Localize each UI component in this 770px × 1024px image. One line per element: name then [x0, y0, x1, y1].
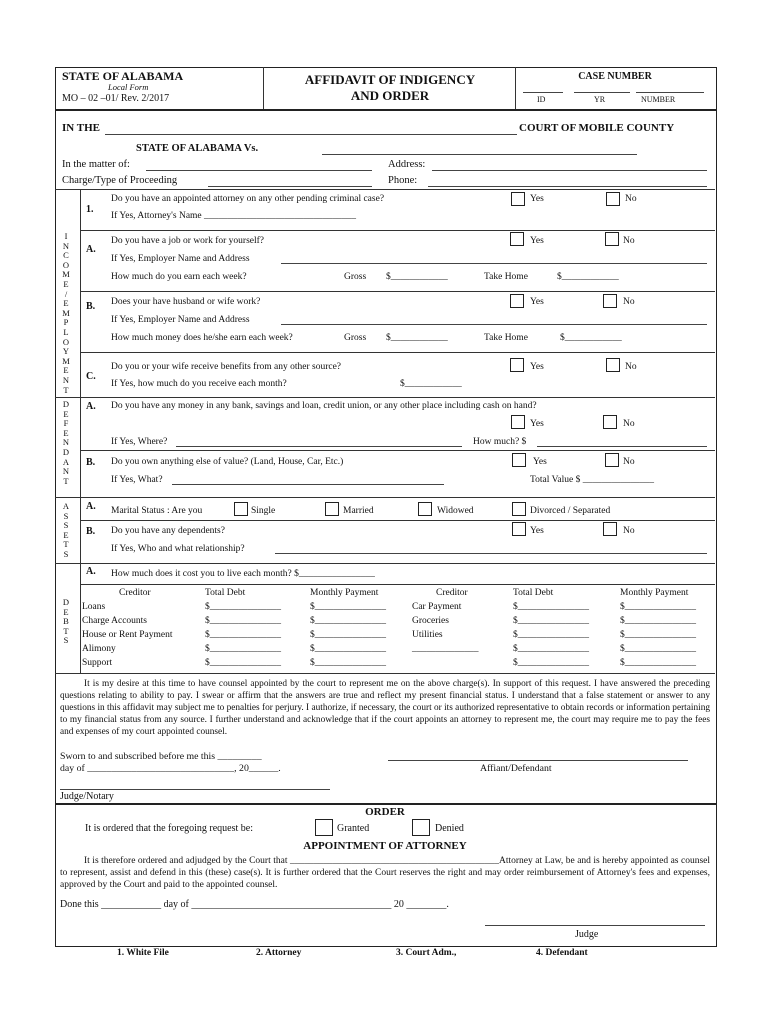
- def-b-number: B.: [86, 457, 96, 468]
- def-b-yes-label: Yes: [533, 457, 547, 467]
- single-checkbox[interactable]: [234, 502, 248, 516]
- q1-no-label: No: [625, 194, 637, 204]
- order-title: ORDER: [365, 806, 405, 818]
- widowed-label: Widowed: [437, 506, 474, 516]
- assets-side-label: A S S E T S: [62, 501, 70, 559]
- matter-label: In the matter of:: [62, 159, 130, 170]
- emp-b-no-checkbox[interactable]: [603, 294, 617, 308]
- q1-yes-label: Yes: [530, 194, 544, 204]
- charge-line[interactable]: [208, 186, 372, 187]
- debts-a-divider: [80, 584, 715, 585]
- debt-monthly-field-right[interactable]: $_______________: [620, 616, 696, 626]
- footer-copy-1: 1. White File: [117, 948, 169, 958]
- monthly-header-right: Monthly Payment: [620, 588, 689, 598]
- def-b-what-line[interactable]: [172, 484, 444, 485]
- footer-copy-4: 4. Defendant: [536, 948, 588, 958]
- phone-label: Phone:: [388, 175, 418, 186]
- emp-b-no-label: No: [623, 297, 635, 307]
- dependents-yes-label: Yes: [530, 526, 544, 536]
- emp-b-gross-field[interactable]: $____________: [386, 333, 448, 343]
- emp-c-number: C.: [86, 371, 96, 382]
- def-a-where-line[interactable]: [176, 446, 462, 447]
- phone-line[interactable]: [428, 186, 707, 187]
- emp-a-takehome-field[interactable]: $____________: [557, 272, 619, 282]
- q1-number: 1.: [86, 204, 94, 215]
- charge-label: Charge/Type of Proceeding: [62, 175, 178, 186]
- emp-c-no-checkbox[interactable]: [606, 358, 620, 372]
- defendant-name-line[interactable]: [322, 154, 637, 155]
- cost-of-living-label: How much does it cost you to live each month? $________________: [111, 569, 375, 579]
- court-name-line[interactable]: [105, 134, 517, 135]
- employment-c-divider: [80, 352, 715, 353]
- affiant-signature-line[interactable]: [388, 760, 688, 761]
- emp-b-takehome-label: Take Home: [484, 333, 528, 343]
- def-b-question: Do you own anything else of value? (Land, House, Car, Etc.): [111, 457, 344, 467]
- matter-line[interactable]: [146, 170, 372, 171]
- single-label: Single: [251, 506, 276, 516]
- footer-copy-2: 2. Attorney: [256, 948, 302, 958]
- debt-row-label-right: Car Payment: [412, 602, 462, 612]
- defendant-side-label: D E F E N D A N T: [62, 399, 70, 486]
- debt-row-label: House or Rent Payment: [82, 630, 173, 640]
- emp-a-question: Do you have a job or work for yourself?: [111, 236, 265, 246]
- granted-label: Granted: [337, 823, 370, 834]
- emp-a-number: A.: [86, 244, 96, 255]
- marital-status-label: Marital Status : Are you: [111, 506, 203, 516]
- def-a-question: Do you have any money in any bank, savings and loan, credit union, or any other place including cash on hand?: [111, 401, 537, 411]
- def-a-howmuch-label: How much? $: [473, 437, 527, 447]
- emp-b-takehome-field[interactable]: $____________: [560, 333, 622, 343]
- dependents-yes-checkbox[interactable]: [512, 522, 526, 536]
- header-divider: [515, 67, 516, 109]
- done-this-label: Done this ____________ day of ________________________________________ 20 ________.: [60, 899, 449, 910]
- emp-a-yes-checkbox[interactable]: [510, 232, 524, 246]
- debt-monthly-field-right[interactable]: $_______________: [620, 644, 696, 654]
- emp-c-question: Do you or your wife receive benefits from any other source?: [111, 362, 342, 372]
- emp-a-no-label: No: [623, 236, 635, 246]
- form-title: AFFIDAVIT OF INDIGENCY: [304, 72, 476, 87]
- dependents-no-label: No: [623, 526, 635, 536]
- emp-b-number: B.: [86, 301, 96, 312]
- debts-a-number: A.: [86, 566, 96, 577]
- notary-signature-line[interactable]: [60, 789, 330, 790]
- emp-a-yes-label: Yes: [530, 236, 544, 246]
- debt-row-label-right: Utilities: [412, 630, 443, 640]
- emp-c-amount-field[interactable]: $____________: [400, 379, 462, 389]
- day-of-label: day of ______________________________, 20______.: [60, 763, 281, 774]
- employment-side-label: I N C O M E / E M P L O Y M E N T: [62, 231, 70, 395]
- case-number-line[interactable]: [636, 92, 704, 93]
- def-b-what-label: If Yes, What?: [111, 475, 163, 485]
- debt-monthly-field-right[interactable]: $_______________: [620, 658, 696, 668]
- case-number-label: CASE NUMBER: [578, 71, 652, 82]
- emp-b-gross-label: Gross: [344, 333, 367, 343]
- court-name: COURT OF MOBILE COUNTY: [519, 122, 675, 134]
- denied-label: Denied: [435, 823, 464, 834]
- widowed-checkbox[interactable]: [418, 502, 432, 516]
- header-divider: [263, 67, 264, 109]
- defendant-b-divider: [80, 450, 715, 451]
- total-debt-header-right: Total Debt: [513, 588, 554, 598]
- debt-monthly-field-right[interactable]: $_______________: [620, 630, 696, 640]
- debt-row-other-right[interactable]: ______________: [412, 644, 479, 654]
- emp-b-yes-label: Yes: [530, 297, 544, 307]
- assets-divider: [55, 497, 715, 498]
- def-a-no-checkbox[interactable]: [603, 415, 617, 429]
- assets-b-number: B.: [86, 526, 96, 537]
- dependents-who-label: If Yes, Who and what relationship?: [111, 544, 245, 554]
- debt-row-label: Charge Accounts: [82, 616, 147, 626]
- judge-signature-line[interactable]: [485, 925, 705, 926]
- def-b-total-value[interactable]: Total Value $ _______________: [530, 475, 654, 485]
- debt-monthly-field-right[interactable]: $_______________: [620, 602, 696, 612]
- divorced-label: Divorced / Separated: [530, 506, 611, 516]
- q1-question: Do you have an appointed attorney on any other pending criminal case?: [111, 194, 385, 204]
- address-label: Address:: [388, 159, 426, 170]
- def-b-no-label: No: [623, 457, 635, 467]
- emp-a-no-checkbox[interactable]: [605, 232, 619, 246]
- emp-a-gross-field[interactable]: $____________: [386, 272, 448, 282]
- affidavit-statement: It is my desire at this time to have counsel appointed by the court to represent me on the above charge(s). In support of this request. I have answered the preceding questions relating to ability to pay. I swear or affirm that the answers are true and reflect my present financial status. I understand that a false statement or answer to any questions in this affidavit may subject me to penalties for perjury. I authorize, if necessary, the court or its authorized representative to obtain records or information pertaining to my financial status from any source. I further understand and acknowledge that if the court appoints an attorney to represent me, the court may require me to pay the fees and expenses of my court appointed counsel.: [60, 679, 710, 737]
- ordered-label: It is ordered that the foregoing request be:: [85, 823, 253, 834]
- debt-total-field-right[interactable]: $_______________: [513, 630, 589, 640]
- def-a-number: A.: [86, 401, 96, 412]
- total-debt-header-left: Total Debt: [205, 588, 246, 598]
- debt-monthly-field[interactable]: $_______________: [310, 630, 386, 640]
- statement-divider: [55, 673, 715, 674]
- debt-monthly-field[interactable]: $_______________: [310, 602, 386, 612]
- case-id-label: ID: [537, 95, 546, 104]
- case-number-sublabel: NUMBER: [641, 95, 676, 104]
- local-form-label: Local Form: [108, 82, 149, 92]
- debt-total-field[interactable]: $_______________: [205, 630, 281, 640]
- emp-a-employer-label: If Yes, Employer Name and Address: [111, 254, 250, 264]
- debt-row-label-right: Groceries: [412, 616, 449, 626]
- affiant-label: Affiant/Defendant: [480, 763, 552, 774]
- debt-monthly-field[interactable]: $_______________: [310, 616, 386, 626]
- assets-b-divider: [80, 520, 715, 521]
- debt-total-field-right[interactable]: $_______________: [513, 616, 589, 626]
- state-label: STATE OF ALABAMA: [62, 69, 184, 83]
- employment-b-divider: [80, 291, 715, 292]
- emp-c-how-label: If Yes, how much do you receive each month?: [111, 379, 287, 389]
- sworn-label: Sworn to and subscribed before me this _________: [60, 751, 262, 762]
- emp-b-employer-label: If Yes, Employer Name and Address: [111, 315, 250, 325]
- debts-divider: [55, 563, 715, 564]
- appointment-text: It is therefore ordered and adjudged by the Court that ____________________________________________Attorney at Law, be and is hereby appointed as counsel to represent, assist and defend in this (these) case(s). It is further ordered that the Court reserves the right and may order reimbursement of Attorney's fees and expenses, approved by the Court and paid to the appointed counsel.: [60, 856, 710, 890]
- married-label: Married: [343, 506, 374, 516]
- judge-notary-label: Judge/Notary: [60, 791, 114, 802]
- creditor-header-right: Creditor: [436, 588, 468, 598]
- defendant-divider: [55, 397, 715, 398]
- emp-b-earn-label: How much money does he/she earn each week?: [111, 333, 293, 343]
- form-id: MO – 02 –01/ Rev. 2/2017: [62, 93, 170, 104]
- debt-row-label: Alimony: [82, 644, 116, 654]
- def-a-yes-checkbox[interactable]: [511, 415, 525, 429]
- debt-monthly-field[interactable]: $_______________: [310, 658, 386, 668]
- emp-b-employer-line[interactable]: [281, 324, 707, 325]
- divorced-checkbox[interactable]: [512, 502, 526, 516]
- emp-a-gross-label: Gross: [344, 272, 367, 282]
- emp-a-takehome-label: Take Home: [484, 272, 528, 282]
- appointment-title: APPOINTMENT OF ATTORNEY: [303, 840, 467, 852]
- def-a-howmuch-line[interactable]: [537, 446, 707, 447]
- monthly-header-left: Monthly Payment: [310, 588, 379, 598]
- married-checkbox[interactable]: [325, 502, 339, 516]
- emp-c-yes-checkbox[interactable]: [510, 358, 524, 372]
- dependents-question: Do you have any dependents?: [111, 526, 225, 536]
- section-divider: [55, 189, 715, 190]
- q1-yes-checkbox[interactable]: [511, 192, 525, 206]
- assets-a-number: A.: [86, 501, 96, 512]
- emp-c-yes-label: Yes: [530, 362, 544, 372]
- def-a-no-label: No: [623, 419, 635, 429]
- emp-c-no-label: No: [625, 362, 637, 372]
- denied-checkbox[interactable]: [412, 819, 430, 836]
- debts-side-label: D E B T S: [62, 597, 70, 646]
- def-b-yes-checkbox[interactable]: [512, 453, 526, 467]
- debt-total-field-right[interactable]: $_______________: [513, 602, 589, 612]
- address-line[interactable]: [432, 170, 707, 171]
- dependents-no-checkbox[interactable]: [603, 522, 617, 536]
- dependents-who-line[interactable]: [275, 553, 707, 554]
- granted-checkbox[interactable]: [315, 819, 333, 836]
- emp-b-yes-checkbox[interactable]: [510, 294, 524, 308]
- debt-row-label: Support: [82, 658, 113, 668]
- form-title-line2: AND ORDER: [350, 88, 430, 103]
- debt-total-field[interactable]: $_______________: [205, 644, 281, 654]
- q1-attorney-name: If Yes, Attorney's Name ________________________________: [111, 211, 357, 221]
- debt-total-field-right[interactable]: $_______________: [513, 658, 589, 668]
- def-a-where-label: If Yes, Where?: [111, 437, 168, 447]
- q1-divider: [80, 230, 715, 231]
- state-vs-label: STATE OF ALABAMA Vs.: [136, 143, 259, 154]
- side-column-divider: [80, 189, 81, 673]
- debt-total-field[interactable]: $_______________: [205, 658, 281, 668]
- debt-total-field[interactable]: $_______________: [205, 616, 281, 626]
- def-b-no-checkbox[interactable]: [605, 453, 619, 467]
- case-yr-line[interactable]: [574, 92, 630, 93]
- q1-no-checkbox[interactable]: [606, 192, 620, 206]
- judge-label: Judge: [575, 929, 599, 940]
- footer-copy-3: 3. Court Adm.,: [396, 948, 457, 958]
- emp-a-earn-label: How much do you earn each week?: [111, 272, 247, 282]
- debt-total-field-right[interactable]: $_______________: [513, 644, 589, 654]
- creditor-header-left: Creditor: [119, 588, 151, 598]
- case-yr-label: YR: [594, 95, 606, 104]
- def-a-yes-label: Yes: [530, 419, 544, 429]
- emp-b-question: Does your have husband or wife work?: [111, 297, 261, 307]
- debt-monthly-field[interactable]: $_______________: [310, 644, 386, 654]
- debt-row-label: Loans: [82, 602, 106, 612]
- debt-total-field[interactable]: $_______________: [205, 602, 281, 612]
- emp-a-employer-line[interactable]: [281, 263, 707, 264]
- in-the-label: IN THE: [62, 122, 101, 134]
- case-id-line[interactable]: [523, 92, 563, 93]
